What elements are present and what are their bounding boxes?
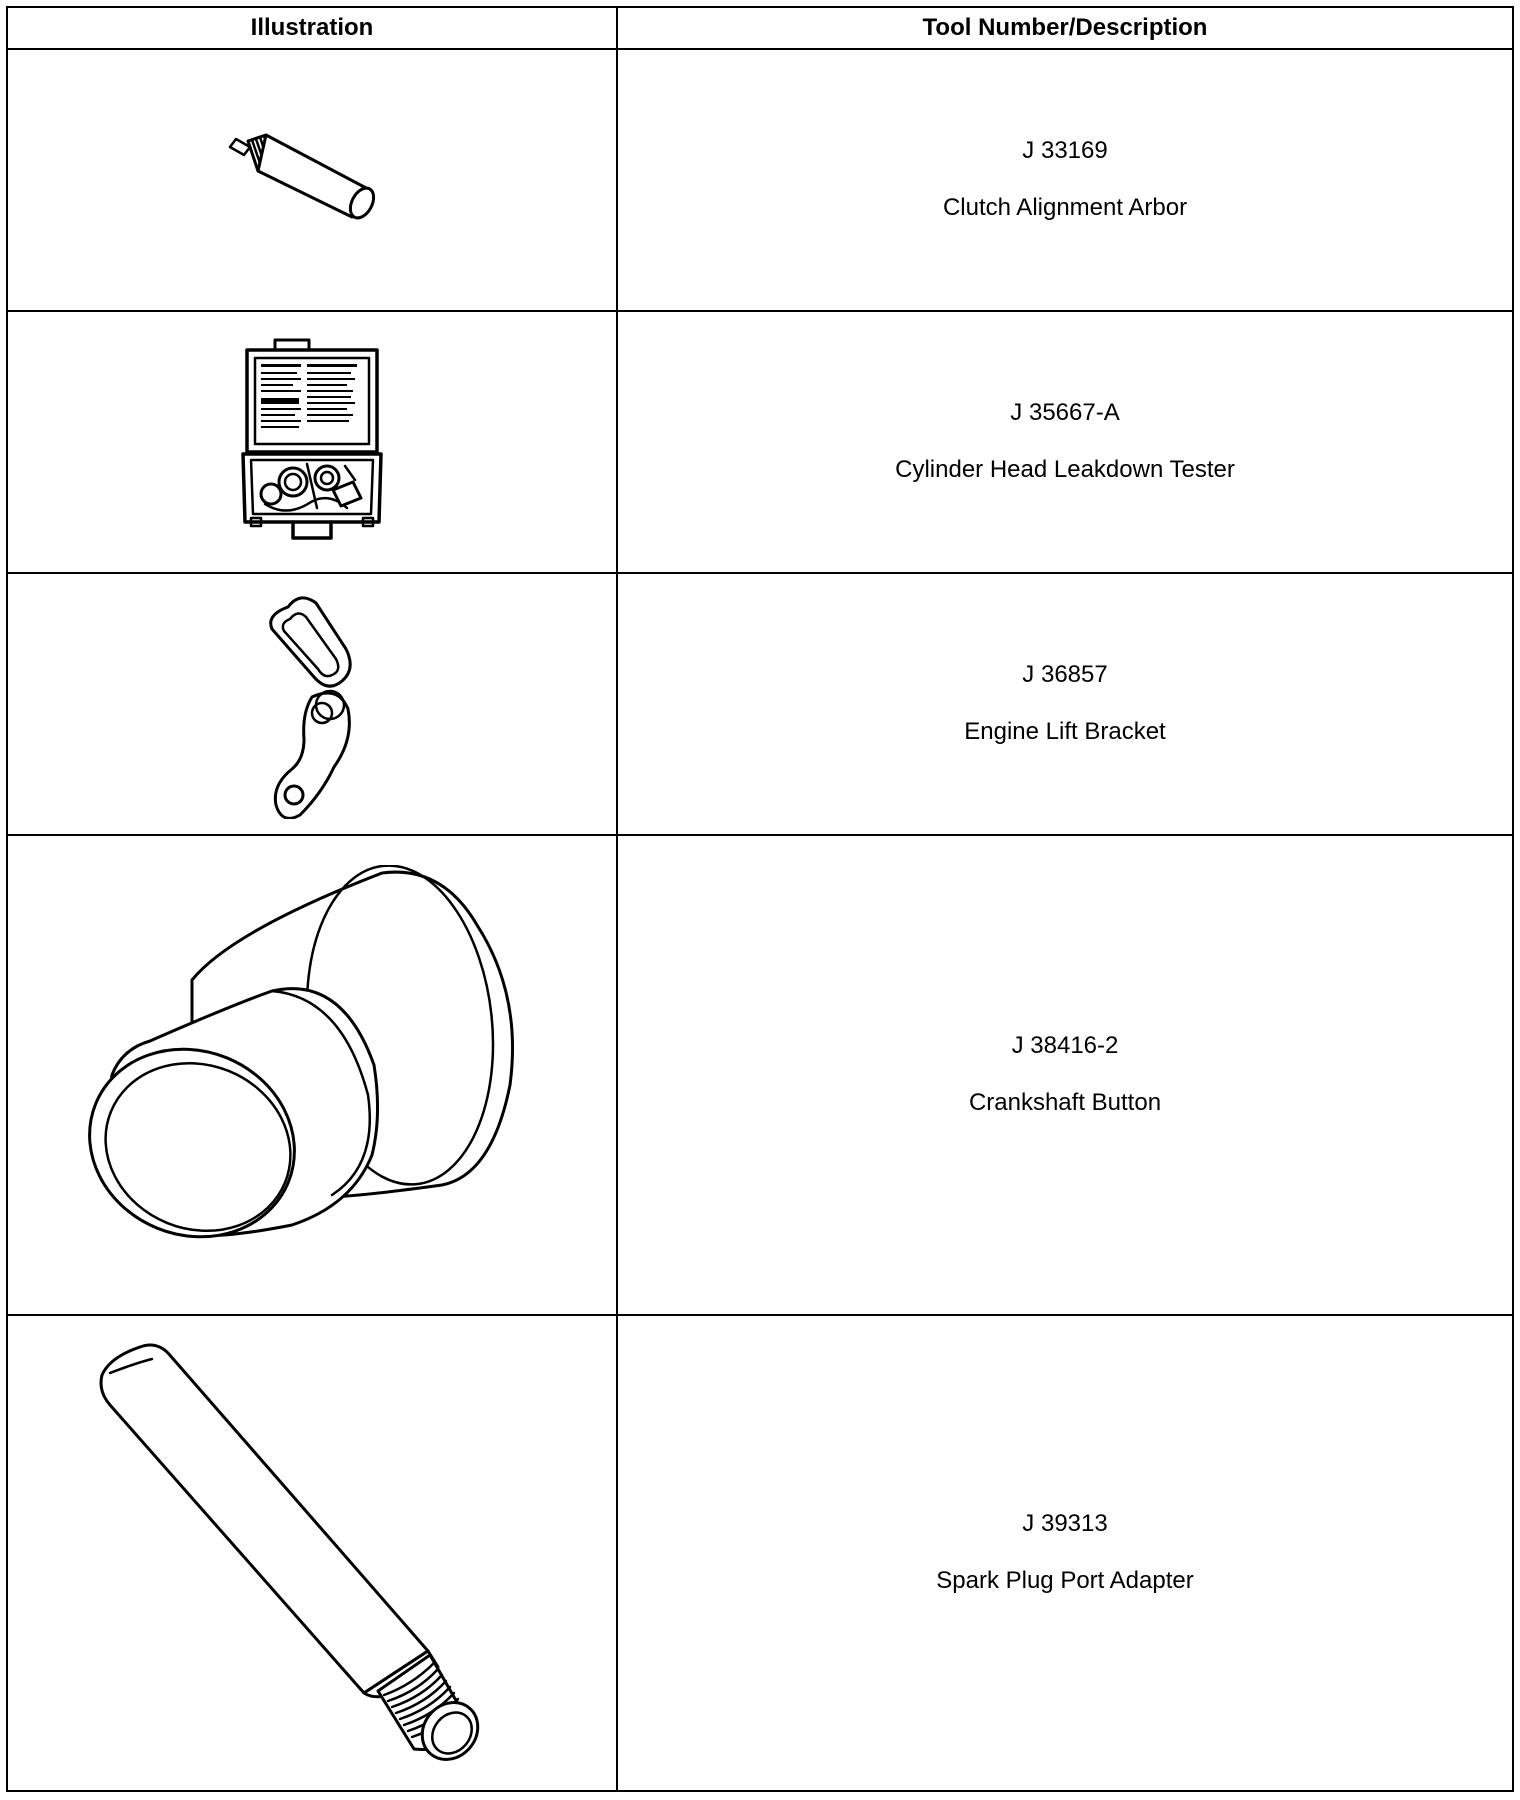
tool-number: J 38416-2: [1011, 1032, 1119, 1060]
tool-cell: [617, 1315, 1513, 1791]
tool-number: J 39313: [1022, 1510, 1108, 1538]
tool-description: Cylinder Head Leakdown Tester: [895, 456, 1235, 483]
tool-number: J 35667-A: [1010, 399, 1120, 427]
tool-number: J 33169: [1022, 137, 1108, 165]
spark-plug-port-adapter-icon: [82, 1333, 542, 1773]
tool-column-header: Tool Number/Description: [617, 7, 1513, 49]
clutch-alignment-arbor-icon: [222, 125, 402, 235]
table-row: [7, 835, 1513, 1315]
illustration-cell: [7, 573, 617, 835]
illustration-cell: [7, 835, 617, 1315]
engine-lift-bracket-icon: [242, 589, 382, 819]
tool-cell: [617, 835, 1513, 1315]
table-row: [7, 1315, 1513, 1791]
leakdown-tester-case-icon: [237, 332, 387, 552]
tool-cell: [617, 573, 1513, 835]
table-row: [7, 311, 1513, 573]
tool-description: Crankshaft Button: [968, 1089, 1162, 1116]
tool-number: J 36857: [1022, 661, 1108, 689]
illustration-column-header: Illustration: [7, 7, 617, 49]
table-row: [7, 573, 1513, 835]
table-row: [7, 49, 1513, 311]
illustration-cell: [7, 49, 617, 311]
tool-cell: [617, 49, 1513, 311]
illustration-cell: [7, 1315, 617, 1791]
tool-description: Spark Plug Port Adapter: [936, 1567, 1194, 1594]
crankshaft-button-icon: [82, 865, 542, 1285]
special-tools-table: [6, 6, 1514, 1792]
tool-cell: [617, 311, 1513, 573]
tool-description: Engine Lift Bracket: [964, 718, 1166, 745]
table-header-row: [7, 7, 1513, 49]
tool-description: Clutch Alignment Arbor: [942, 194, 1188, 221]
illustration-cell: [7, 311, 617, 573]
